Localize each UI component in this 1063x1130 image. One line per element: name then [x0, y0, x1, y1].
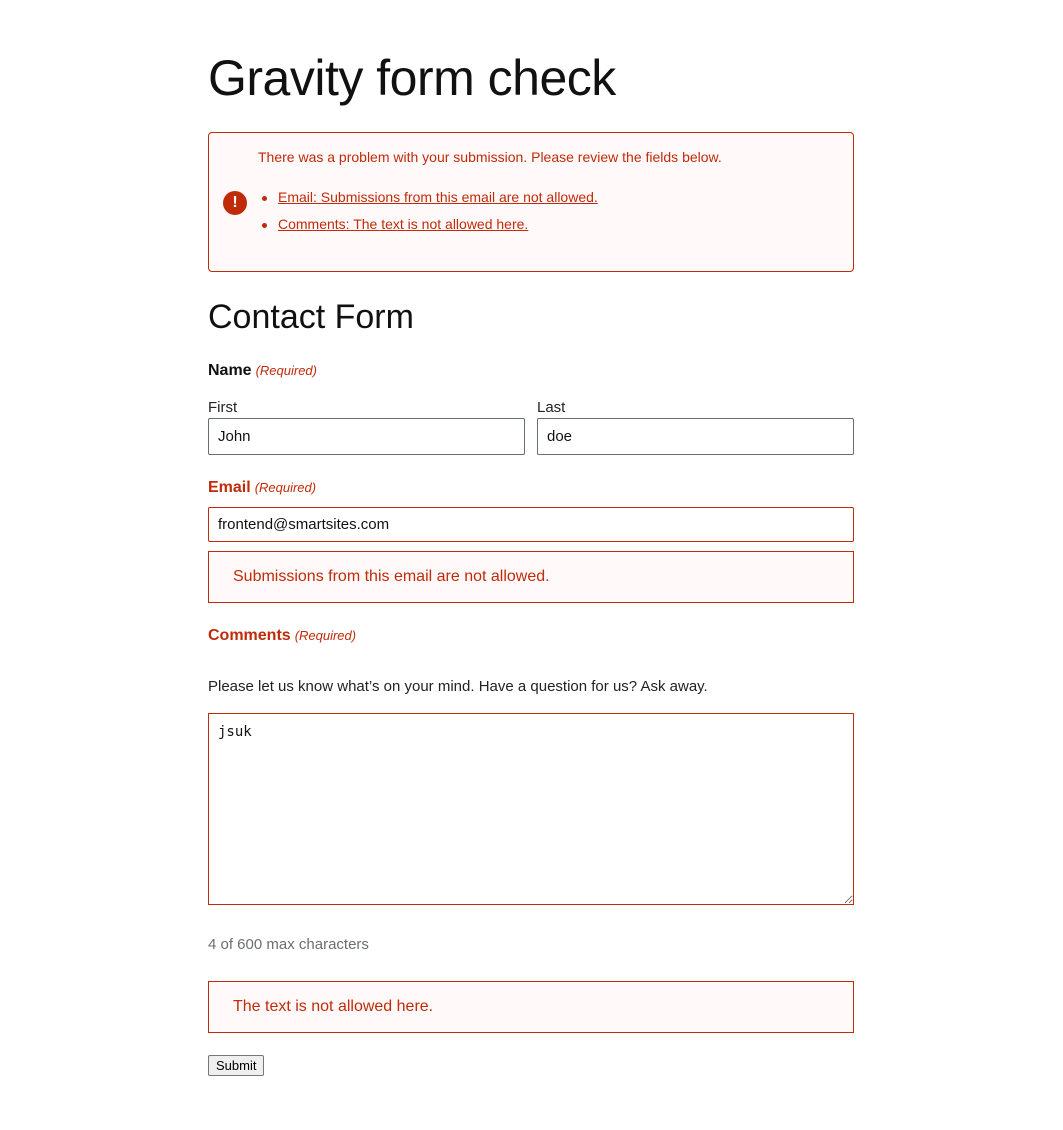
character-counter: 4 of 600 max characters: [208, 936, 369, 953]
submit-button[interactable]: Submit: [208, 1055, 264, 1076]
email-label-text: Email: [208, 479, 251, 496]
comments-required-indicator: (Required): [294, 628, 357, 643]
first-name-label: First: [208, 399, 238, 416]
error-summary-heading: There was a problem with your submission. Please review the fields below.: [258, 149, 722, 165]
comments-error-link[interactable]: Comments: The text is not allowed here.: [278, 216, 529, 232]
email-required-indicator: (Required): [254, 480, 317, 495]
email-validation-message: Submissions from this email are not allowed.: [208, 551, 854, 603]
email-input[interactable]: [208, 507, 854, 542]
error-summary: [208, 132, 854, 272]
error-summary-item: [261, 216, 598, 243]
comments-label-text: Comments: [208, 627, 291, 644]
first-name-input[interactable]: [208, 418, 525, 455]
email-error-link[interactable]: Email: Submissions from this email are not allowed.: [278, 189, 598, 205]
page-title: Gravity form check: [208, 50, 616, 106]
form-title: Contact Form: [208, 298, 414, 336]
comments-label: [208, 627, 356, 645]
comments-description: Please let us know what’s on your mind. Have a question for us? Ask away.: [208, 678, 708, 695]
error-summary-list: [261, 189, 598, 243]
name-required-indicator: (Required): [255, 363, 317, 378]
name-legend: [208, 362, 317, 380]
email-label: [208, 479, 316, 497]
alert-icon: !: [223, 191, 247, 215]
comments-textarea[interactable]: [208, 713, 854, 905]
last-name-label: Last: [537, 399, 566, 416]
last-name-input[interactable]: [537, 418, 854, 455]
name-legend-text: Name: [208, 362, 252, 379]
error-summary-item: [261, 189, 598, 216]
comments-validation-message: The text is not allowed here.: [208, 981, 854, 1033]
